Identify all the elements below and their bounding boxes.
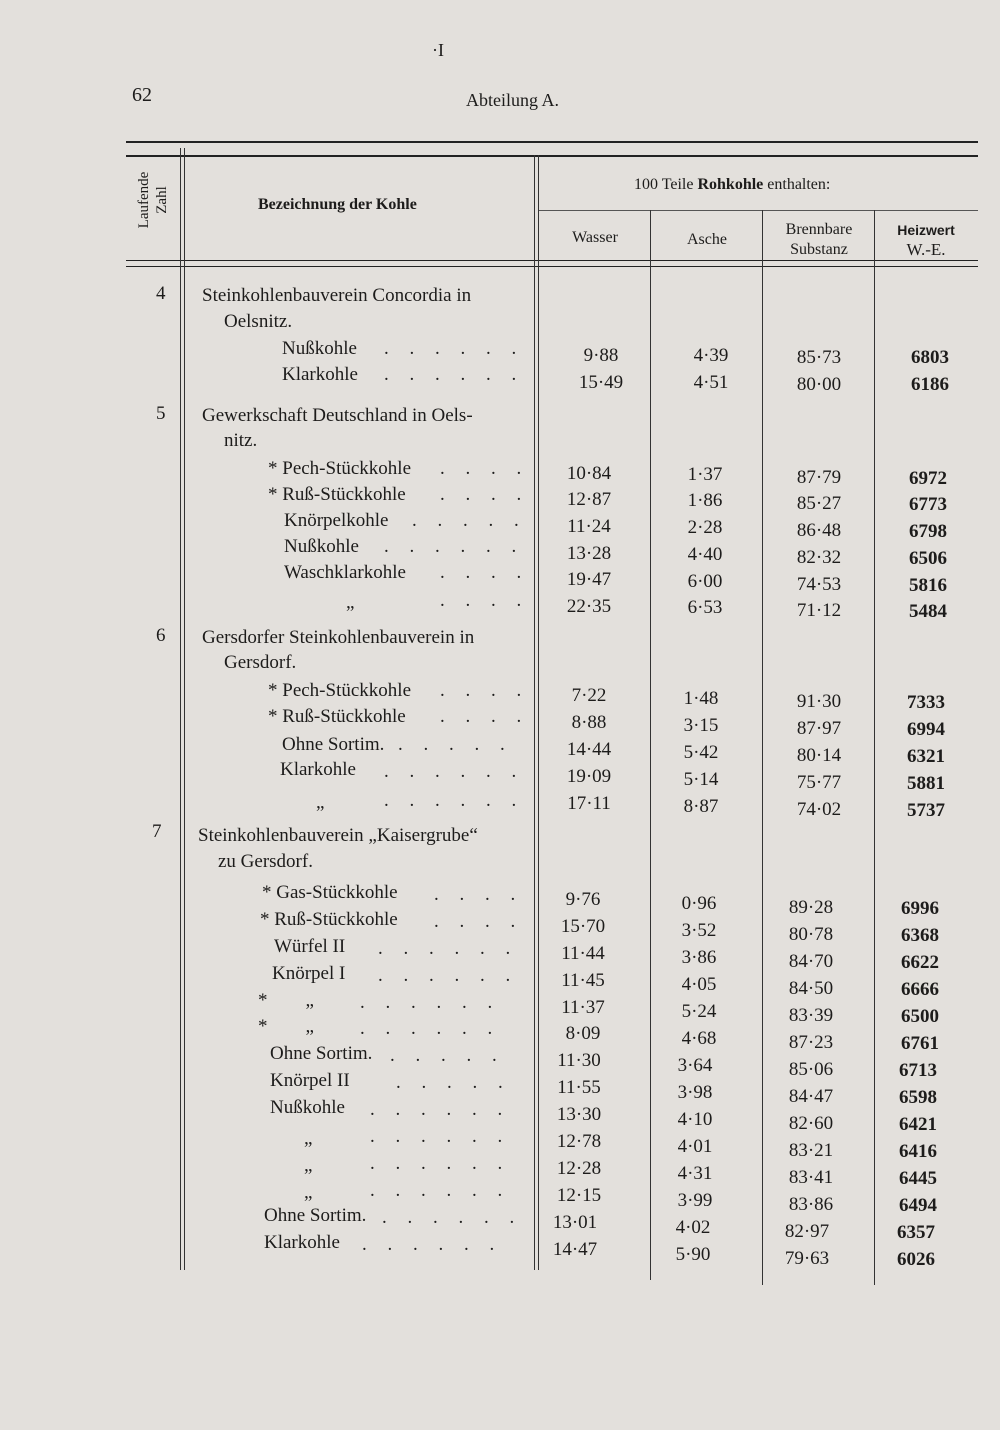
wasser-value: 19·47 — [566, 569, 612, 590]
brennbar-value: 89·28 — [788, 897, 834, 918]
asche-value: 6·00 — [687, 571, 723, 592]
asche-value: 3·15 — [683, 715, 719, 736]
asche-value: 5·14 — [683, 769, 719, 790]
brennbar-value: 83·39 — [788, 1005, 834, 1026]
heizwert-value: 6622 — [901, 952, 939, 973]
brennbar-value: 87·79 — [796, 467, 842, 488]
asche-value: 0·96 — [681, 893, 717, 914]
heizwert-value: 6803 — [911, 347, 949, 368]
wasser-value: 15·70 — [560, 916, 606, 937]
wasser-value: 14·44 — [566, 739, 612, 760]
brennbar-value: 75·77 — [796, 772, 842, 793]
wasser-value: 12·15 — [556, 1185, 602, 1206]
coal-type-label: * Gas-Stückkohle — [262, 882, 398, 903]
wasser-value: 12·28 — [556, 1158, 602, 1179]
brennbar-value: 82·32 — [796, 547, 842, 568]
heizwert-value: 6186 — [911, 374, 949, 395]
wasser-value: 10·84 — [566, 463, 612, 484]
leader-dots: . . . . — [440, 484, 530, 505]
brennbar-value: 87·97 — [796, 718, 842, 739]
leader-dots: . . . . . . — [370, 1126, 511, 1147]
brennbar-value: 82·60 — [788, 1113, 834, 1134]
asche-value: 3·64 — [677, 1055, 713, 1076]
brennbar-value: 83·41 — [788, 1167, 834, 1188]
brennbar-value: 83·86 — [788, 1194, 834, 1215]
leader-dots: . . . . . . — [382, 1207, 523, 1228]
group-name-line2: zu Gersdorf. — [218, 851, 313, 872]
group-name-line1: Steinkohlenbauverein „Kaisergrube“ — [198, 825, 478, 846]
brennbar-value: 83·21 — [788, 1140, 834, 1161]
asche-value: 6·53 — [687, 597, 723, 618]
heizwert-value: 6798 — [909, 521, 947, 542]
asche-value: 4·68 — [681, 1028, 717, 1049]
asche-value: 1·37 — [687, 464, 723, 485]
leader-dots: . . . . . . — [370, 1153, 511, 1174]
heizwert-value: 5881 — [907, 773, 945, 794]
coal-type-label: Klarkohle — [280, 759, 356, 780]
coal-type-label: Nußkohle — [270, 1097, 345, 1118]
asche-value: 8·87 — [683, 796, 719, 817]
coal-type-label: Ohne Sortim. — [270, 1043, 373, 1064]
leader-dots: . . . . . . — [384, 761, 525, 782]
wasser-value: 17·11 — [567, 793, 611, 814]
heizwert-value: 6421 — [899, 1114, 937, 1135]
asche-value: 4·10 — [677, 1109, 713, 1130]
asche-value: 4·05 — [681, 974, 717, 995]
leader-dots: . . . . . . — [378, 938, 519, 959]
asche-value: 5·90 — [675, 1244, 711, 1265]
brennbar-value: 74·02 — [796, 799, 842, 820]
coal-type-label: * Ruß-Stückkohle — [260, 909, 398, 930]
heizwert-value: 6494 — [899, 1195, 937, 1216]
heizwert-value: 6598 — [899, 1087, 937, 1108]
brennbar-value: 80·78 — [788, 924, 834, 945]
wasser-value: 13·28 — [566, 543, 612, 564]
heizwert-value: 6321 — [907, 746, 945, 767]
group-number: 4 — [156, 283, 166, 304]
asche-value: 3·99 — [677, 1190, 713, 1211]
coal-type-label: Knörpelkohle — [284, 510, 389, 531]
group-name-line1: Steinkohlenbauverein Concordia in — [202, 285, 472, 306]
header-brennbare-substanz: Brennbare Substanz — [785, 221, 853, 258]
coal-type-label: * Ruß-Stückkohle — [268, 484, 406, 505]
coal-type-label: * Ruß-Stückkohle — [268, 706, 406, 727]
heizwert-value: 6713 — [899, 1060, 937, 1081]
heizwert-value: 6506 — [909, 548, 947, 569]
heizwert-value: 6761 — [901, 1033, 939, 1054]
asche-value: 1·48 — [683, 688, 719, 709]
header-asche: Asche — [687, 231, 727, 248]
leader-dots: . . . . — [434, 884, 524, 905]
leader-dots: . . . . . . — [384, 536, 525, 557]
wasser-value: 8·09 — [565, 1023, 601, 1044]
heizwert-value: 6666 — [901, 979, 939, 1000]
group-number: 5 — [156, 403, 166, 424]
asche-value: 5·24 — [681, 1001, 717, 1022]
heizwert-value: 5816 — [909, 575, 947, 596]
column-rule-lauf-double — [184, 148, 185, 1270]
coal-type-label: Klarkohle — [282, 364, 358, 385]
group-name-line1: Gersdorfer Steinkohlenbauverein in — [202, 627, 475, 648]
group-name-line2: Oelsnitz. — [224, 311, 293, 332]
heizwert-value: 7333 — [907, 692, 945, 713]
brennbar-value: 85·06 — [788, 1059, 834, 1080]
ditto-mark: „ — [346, 592, 355, 613]
wasser-value: 12·87 — [566, 489, 612, 510]
ditto-mark: „ — [304, 1182, 313, 1203]
ditto-mark: * „ — [258, 1016, 314, 1037]
coal-type-label: Nußkohle — [282, 338, 357, 359]
page-number: 62 — [132, 84, 152, 106]
group-name-line1: Gewerkschaft Deutschland in Oels- — [202, 405, 473, 426]
heizwert-value: 6996 — [901, 898, 939, 919]
leader-dots: . . . . . — [398, 734, 513, 755]
heizwert-value: 6357 — [897, 1222, 935, 1243]
brennbar-value: 87·23 — [788, 1032, 834, 1053]
leader-dots: . . . . . . — [370, 1099, 511, 1120]
wasser-value: 8·88 — [571, 712, 607, 733]
wasser-value: 12·78 — [556, 1131, 602, 1152]
leader-dots: . . . . — [440, 706, 530, 727]
leader-dots: . . . . — [434, 911, 524, 932]
coal-type-label: Ohne Sortim. — [282, 734, 385, 755]
wasser-value: 7·22 — [571, 685, 607, 706]
heizwert-value: 6368 — [901, 925, 939, 946]
group-name-line2: nitz. — [224, 430, 258, 451]
ditto-mark: „ — [316, 792, 325, 813]
coal-type-label: Ohne Sortim. — [264, 1205, 367, 1226]
heizwert-value: 6773 — [909, 494, 947, 515]
leader-dots: . . . . — [440, 562, 530, 583]
heizwert-value: 6026 — [897, 1249, 935, 1270]
group-number: 6 — [156, 625, 166, 646]
asche-value: 4·39 — [693, 345, 729, 366]
leader-dots: . . . . . — [396, 1072, 511, 1093]
group-header-rule — [538, 210, 978, 211]
leader-dots: . . . . . . — [360, 1018, 501, 1039]
heizwert-value: 6994 — [907, 719, 945, 740]
wasser-value: 19·09 — [566, 766, 612, 787]
leader-dots: . . . . . . — [360, 992, 501, 1013]
header-laufende-zahl: Laufende Zahl — [136, 171, 170, 229]
page-mark: ·I — [432, 40, 444, 60]
table-top-rule-double — [126, 155, 978, 157]
coal-type-label: Waschklarkohle — [284, 562, 406, 583]
leader-dots: . . . . — [440, 680, 530, 701]
group-name-line2: Gersdorf. — [224, 652, 297, 673]
coal-type-label: Würfel II — [274, 936, 346, 957]
leader-dots: . . . . — [440, 458, 530, 479]
wasser-value: 13·01 — [552, 1212, 598, 1233]
wasser-value: 14·47 — [552, 1239, 598, 1260]
header-bottom-rule-double — [126, 266, 978, 267]
brennbar-value: 85·73 — [796, 347, 842, 368]
leader-dots: . . . . . . — [370, 1180, 511, 1201]
brennbar-value: 80·14 — [796, 745, 842, 766]
leader-dots: . . . . . . — [384, 364, 525, 385]
coal-type-label: Knörpel I — [272, 963, 346, 984]
wasser-value: 11·30 — [557, 1050, 601, 1071]
wasser-value: 9·88 — [583, 345, 619, 366]
ditto-mark: * „ — [258, 990, 314, 1011]
header-bottom-rule — [126, 260, 978, 261]
coal-type-label: * Pech-Stückkohle — [268, 458, 412, 479]
brennbar-value: 86·48 — [796, 520, 842, 541]
running-head: Abteilung A. — [466, 90, 559, 110]
asche-value: 4·51 — [693, 372, 729, 393]
heizwert-value: 5737 — [907, 800, 945, 821]
asche-value: 3·52 — [681, 920, 717, 941]
leader-dots: . . . . . . — [378, 965, 519, 986]
table-top-rule — [126, 141, 978, 143]
wasser-value: 9·76 — [565, 889, 601, 910]
leader-dots: . . . . — [440, 590, 530, 611]
asche-value: 3·86 — [681, 947, 717, 968]
brennbar-value: 80·00 — [796, 374, 842, 395]
brennbar-value: 71·12 — [796, 600, 842, 621]
brennbar-value: 74·53 — [796, 574, 842, 595]
wasser-value: 13·30 — [556, 1104, 602, 1125]
coal-type-label: Knörpel II — [270, 1070, 350, 1091]
brennbar-value: 84·70 — [788, 951, 834, 972]
column-rule-lauf — [180, 148, 181, 1270]
brennbar-value: 79·63 — [784, 1248, 830, 1269]
brennbar-value: 91·30 — [796, 691, 842, 712]
leader-dots: . . . . . . — [384, 790, 525, 811]
brennbar-value: 84·50 — [788, 978, 834, 999]
heizwert-value: 5484 — [909, 601, 947, 622]
leader-dots: . . . . . . — [362, 1234, 503, 1255]
coal-type-label: Nußkohle — [284, 536, 359, 557]
wasser-value: 11·37 — [561, 997, 605, 1018]
header-heizwert: Heizwert W.-E. — [897, 222, 955, 259]
header-bezeichnung: Bezeichnung der Kohle — [258, 196, 417, 213]
heizwert-value: 6500 — [901, 1006, 939, 1027]
wasser-value: 11·55 — [557, 1077, 601, 1098]
asche-value: 2·28 — [687, 517, 723, 538]
heizwert-value: 6416 — [899, 1141, 937, 1162]
asche-value: 1·86 — [687, 490, 723, 511]
coal-type-label: Klarkohle — [264, 1232, 340, 1253]
brennbar-value: 82·97 — [784, 1221, 830, 1242]
header-rohkohle-group: 100 Teile Rohkohle enthalten: — [634, 176, 831, 193]
header-wasser: Wasser — [572, 229, 618, 246]
asche-value: 4·01 — [677, 1136, 713, 1157]
brennbar-value: 85·27 — [796, 493, 842, 514]
asche-value: 4·02 — [675, 1217, 711, 1238]
coal-type-label: * Pech-Stückkohle — [268, 680, 412, 701]
wasser-value: 11·45 — [561, 970, 605, 991]
heizwert-value: 6972 — [909, 468, 947, 489]
wasser-value: 11·24 — [567, 516, 611, 537]
asche-value: 4·31 — [677, 1163, 713, 1184]
asche-value: 4·40 — [687, 544, 723, 565]
leader-dots: . . . . . — [412, 510, 527, 531]
asche-value: 5·42 — [683, 742, 719, 763]
wasser-value: 22·35 — [566, 596, 612, 617]
ditto-mark: „ — [304, 1155, 313, 1176]
brennbar-value: 84·47 — [788, 1086, 834, 1107]
wasser-value: 15·49 — [578, 372, 624, 393]
heizwert-value: 6445 — [899, 1168, 937, 1189]
leader-dots: . . . . . . — [384, 338, 525, 359]
wasser-value: 11·44 — [561, 943, 605, 964]
ditto-mark: „ — [304, 1128, 313, 1149]
group-number: 7 — [152, 821, 162, 842]
asche-value: 3·98 — [677, 1082, 713, 1103]
leader-dots: . . . . . — [390, 1045, 505, 1066]
